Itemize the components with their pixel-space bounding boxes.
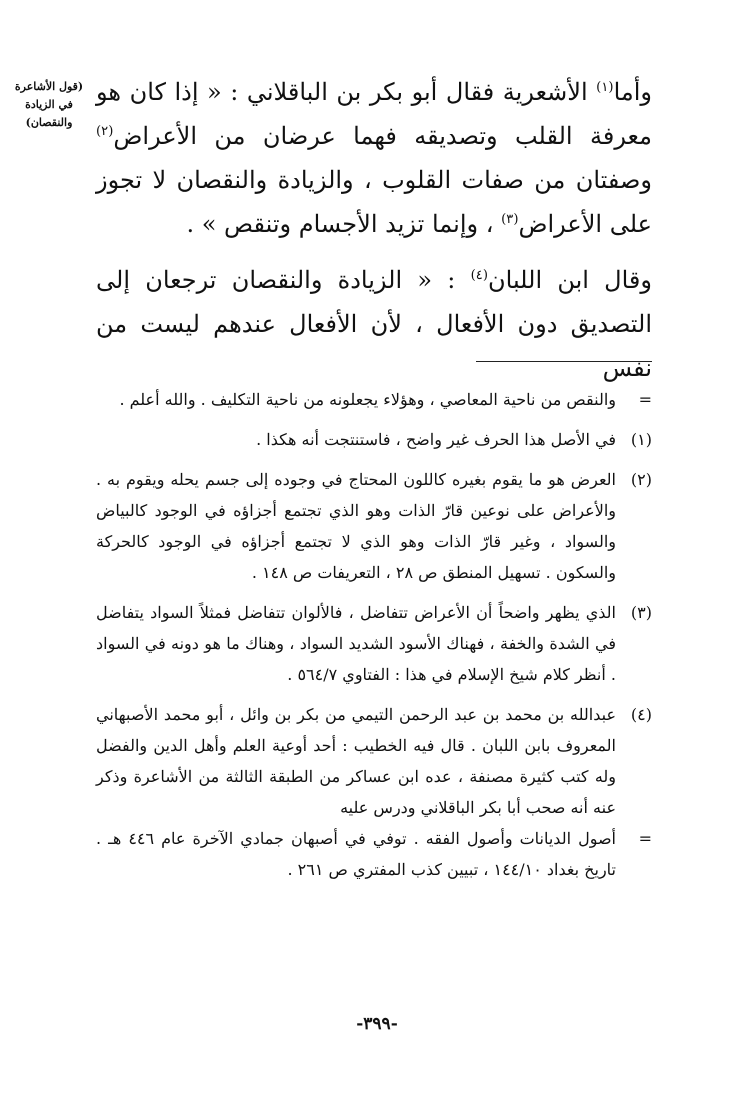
main-text [96, 70, 652, 390]
footnote-marker: (١) [630, 430, 652, 449]
para2-text-a: وقال ابن اللبان [488, 266, 652, 294]
footnote-4 [96, 699, 652, 823]
footnote-3 [96, 597, 652, 690]
para1-text-b: الأشعرية فقال أبو بكر بن الباقلاني : « إذا كان هو معرفة القلب وتصديقه فهما عرضان من الأعراض [96, 78, 652, 150]
footnote-text: في الأصل هذا الحرف غير واضح ، فاستنتجت أنه هكذا . [256, 430, 616, 449]
footnote-text: العرض هو ما يقوم بغيره كاللون المحتاج في وجوده إلى جسم يحله ويقوم به . والأعراض على نوعين قارّ الذات وهو الذي تجتمع أجزاؤه في الوجود كالبياض والسواد ، وغير قارّ الذات وهو الذي لا تجتمع أجزاؤه في الوجود كالحركة والسكون . تسهيل المنطق ص ٢٨ ، التعريفات ص ١٤٨ . [96, 470, 616, 582]
footnote-1 [96, 424, 652, 455]
footnote-marker: (٢) [630, 470, 652, 489]
footnotes [96, 384, 652, 894]
footnote-ref-2[interactable]: (٢) [96, 124, 114, 139]
footnote-ref-1[interactable]: (١) [596, 80, 614, 95]
footnote-text: الذي يظهر واضحاً أن الأعراض تتفاضل ، فالألوان تتفاضل فمثلاً السواد يتفاضل في الشدة والخفة ، فهناك الأسود الشديد السواد ، وهناك ما هو دونه في السواد . أنظر كلام شيخ الإسلام في هذا : الفتاوي ٥٦٤/٧ . [96, 603, 616, 684]
footnote-ref-4[interactable]: (٤) [470, 268, 488, 283]
para2-text-b: : « الزيادة والنقصان ترجعان إلى التصديق دون الأفعال ، لأن الأفعال عندهم ليست من نفس [96, 266, 652, 382]
paragraph-1 [96, 70, 652, 246]
footnote-marker: = [638, 829, 652, 848]
para1-text-a: وأما [613, 78, 652, 106]
margin-note: (قول الأشاعرة في الزيادة والنقصان) [14, 80, 84, 129]
footnote-ref-3[interactable]: (٣) [501, 212, 519, 227]
footnote-text: أصول الديانات وأصول الفقه . توفي في أصبهان جمادي الآخرة عام ٤٤٦ هـ . تاريخ بغداد ١٤٤/١٠ ، تبيين كذب المفتري ص ٢٦١ . [96, 829, 616, 879]
footnote-separator [476, 361, 652, 362]
footnote-marker: (٣) [630, 603, 652, 622]
page-number: -٣٩٩- [356, 1014, 398, 1034]
footnote-marker: = [638, 390, 652, 409]
paragraph-2 [96, 258, 652, 390]
footnote-text: والنقص من ناحية المعاصي ، وهؤلاء يجعلونه من ناحية التكليف . والله أعلم . [119, 390, 616, 409]
para1-text-d: ، وإنما تزيد الأجسام وتنقص » . [186, 210, 502, 238]
footnote-4-continued [96, 823, 652, 885]
footnote-text: عبدالله بن محمد بن عبد الرحمن التيمي من بكر بن وائل ، أبو محمد الأصبهاني المعروف بابن اللبان . قال فيه الخطيب : أحد أوعية العلم وأهل الدين والفضل وله كتب كثيرة مصنفة ، عده ابن عساكر من الطبقة الثالثة من الأشاعرة وذكر عنه أنه صحب أبا بكر الباقلاني ودرس عليه [96, 705, 617, 817]
footnote-marker: (٤) [630, 705, 652, 724]
para1-text-c: وصفتان من صفات القلوب ، والزيادة والنقصان لا تجوز على الأعراض [96, 166, 652, 238]
footnote-continued [96, 384, 652, 415]
footnote-2 [96, 464, 652, 588]
